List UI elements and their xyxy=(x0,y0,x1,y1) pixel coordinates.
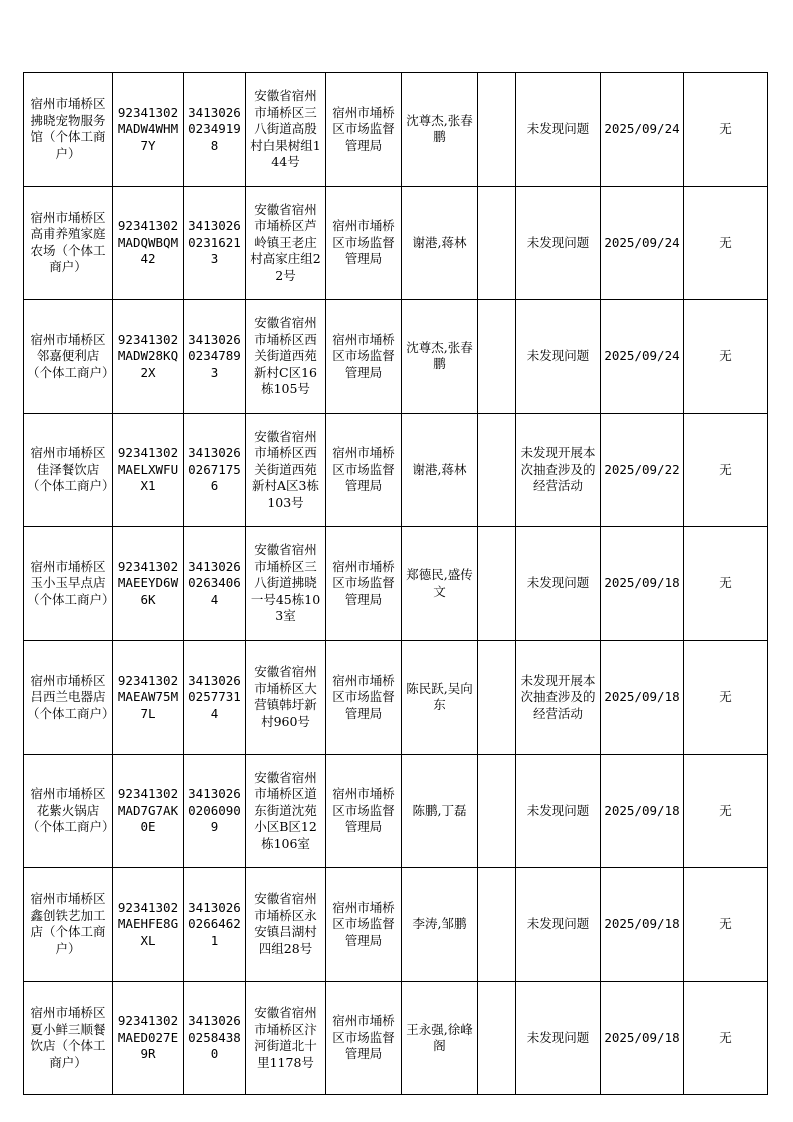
registration-number-cell: 341302602634064 xyxy=(184,527,246,641)
credit-code-cell: 92341302MADQWBQM42 xyxy=(113,186,184,300)
table-row xyxy=(24,73,768,187)
authority-cell: 宿州市埇桥区市场监督管理局 xyxy=(326,413,402,527)
date-cell: 2025/09/18 xyxy=(601,527,684,641)
registration-number-cell: 341302602584380 xyxy=(184,981,246,1095)
address-cell: 安徽省宿州市埇桥区永安镇吕湖村四组28号 xyxy=(246,868,326,982)
other-cell: 无 xyxy=(684,868,768,982)
result-cell: 未发现问题 xyxy=(516,527,601,641)
address-cell: 安徽省宿州市埇桥区芦岭镇王老庄村高家庄组22号 xyxy=(246,186,326,300)
result-cell: 未发现问题 xyxy=(516,754,601,868)
company-name-cell: 宿州市埇桥区鑫创铁艺加工店（个体工商户） xyxy=(24,868,113,982)
table-row xyxy=(24,754,768,868)
date-cell: 2025/09/24 xyxy=(601,300,684,414)
credit-code-cell: 92341302MADW4WHM7Y xyxy=(113,73,184,187)
result-cell: 未发现问题 xyxy=(516,73,601,187)
address-cell: 安徽省宿州市埇桥区汴河街道北十里1178号 xyxy=(246,981,326,1095)
address-cell: 安徽省宿州市埇桥区西关街道西苑新村C区16栋105号 xyxy=(246,300,326,414)
date-cell: 2025/09/22 xyxy=(601,413,684,527)
result-cell: 未发现开展本次抽查涉及的经营活动 xyxy=(516,640,601,754)
registration-number-cell: 341302602664621 xyxy=(184,868,246,982)
credit-code-cell: 92341302MAEEYD6W6K xyxy=(113,527,184,641)
company-name-cell: 宿州市埇桥区高甫养殖家庭农场（个体工商户） xyxy=(24,186,113,300)
registration-number-cell: 341302602060909 xyxy=(184,754,246,868)
authority-cell: 宿州市埇桥区市场监督管理局 xyxy=(326,73,402,187)
empty-cell xyxy=(478,186,516,300)
credit-code-cell: 92341302MAD7G7AK0E xyxy=(113,754,184,868)
credit-code-cell: 92341302MADW28KQ2X xyxy=(113,300,184,414)
table-row xyxy=(24,640,768,754)
credit-code-cell: 92341302MAEHFE8GXL xyxy=(113,868,184,982)
empty-cell xyxy=(478,413,516,527)
other-cell: 无 xyxy=(684,981,768,1095)
authority-cell: 宿州市埇桥区市场监督管理局 xyxy=(326,186,402,300)
date-cell: 2025/09/24 xyxy=(601,73,684,187)
result-cell: 未发现问题 xyxy=(516,300,601,414)
authority-cell: 宿州市埇桥区市场监督管理局 xyxy=(326,754,402,868)
company-name-cell: 宿州市埇桥区邻嘉便利店（个体工商户） xyxy=(24,300,113,414)
table-row xyxy=(24,527,768,641)
other-cell: 无 xyxy=(684,300,768,414)
empty-cell xyxy=(478,300,516,414)
registration-number-cell: 341302602349198 xyxy=(184,73,246,187)
inspectors-cell: 李涛,邹鹏 xyxy=(402,868,478,982)
other-cell: 无 xyxy=(684,413,768,527)
inspection-table xyxy=(23,72,768,1095)
table-row xyxy=(24,413,768,527)
address-cell: 安徽省宿州市埇桥区大营镇韩圩新村960号 xyxy=(246,640,326,754)
table-row xyxy=(24,186,768,300)
address-cell: 安徽省宿州市埇桥区道东街道沈苑小区B区12栋106室 xyxy=(246,754,326,868)
other-cell: 无 xyxy=(684,527,768,641)
result-cell: 未发现问题 xyxy=(516,868,601,982)
inspectors-cell: 沈尊杰,张春鹏 xyxy=(402,300,478,414)
company-name-cell: 宿州市埇桥区夏小鲜三顺餐饮店（个体工商户） xyxy=(24,981,113,1095)
authority-cell: 宿州市埇桥区市场监督管理局 xyxy=(326,640,402,754)
address-cell: 安徽省宿州市埇桥区三八街道高殷村白果树组144号 xyxy=(246,73,326,187)
result-cell: 未发现问题 xyxy=(516,981,601,1095)
inspectors-cell: 陈鹏,丁磊 xyxy=(402,754,478,868)
company-name-cell: 宿州市埇桥区花紫火锅店（个体工商户） xyxy=(24,754,113,868)
inspectors-cell: 沈尊杰,张春鹏 xyxy=(402,73,478,187)
authority-cell: 宿州市埇桥区市场监督管理局 xyxy=(326,300,402,414)
table-row xyxy=(24,981,768,1095)
empty-cell xyxy=(478,73,516,187)
date-cell: 2025/09/24 xyxy=(601,186,684,300)
credit-code-cell: 92341302MAEAW75M7L xyxy=(113,640,184,754)
address-cell: 安徽省宿州市埇桥区三八街道拂晓一号45栋103室 xyxy=(246,527,326,641)
empty-cell xyxy=(478,527,516,641)
registration-number-cell: 341302602316213 xyxy=(184,186,246,300)
authority-cell: 宿州市埇桥区市场监督管理局 xyxy=(326,868,402,982)
inspectors-cell: 谢港,蒋林 xyxy=(402,413,478,527)
inspectors-cell: 陈民跃,吴向东 xyxy=(402,640,478,754)
date-cell: 2025/09/18 xyxy=(601,754,684,868)
registration-number-cell: 341302602347893 xyxy=(184,300,246,414)
date-cell: 2025/09/18 xyxy=(601,640,684,754)
authority-cell: 宿州市埇桥区市场监督管理局 xyxy=(326,527,402,641)
table-row xyxy=(24,868,768,982)
result-cell: 未发现开展本次抽查涉及的经营活动 xyxy=(516,413,601,527)
credit-code-cell: 92341302MAED027E9R xyxy=(113,981,184,1095)
table-body xyxy=(24,73,768,1095)
result-cell: 未发现问题 xyxy=(516,186,601,300)
credit-code-cell: 92341302MAELXWFUX1 xyxy=(113,413,184,527)
date-cell: 2025/09/18 xyxy=(601,868,684,982)
other-cell: 无 xyxy=(684,640,768,754)
other-cell: 无 xyxy=(684,754,768,868)
company-name-cell: 宿州市埇桥区佳泽餐饮店（个体工商户） xyxy=(24,413,113,527)
company-name-cell: 宿州市埇桥区玉小玉早点店（个体工商户） xyxy=(24,527,113,641)
empty-cell xyxy=(478,640,516,754)
empty-cell xyxy=(478,981,516,1095)
date-cell: 2025/09/18 xyxy=(601,981,684,1095)
company-name-cell: 宿州市埇桥区吕西兰电器店（个体工商户） xyxy=(24,640,113,754)
registration-number-cell: 341302602671756 xyxy=(184,413,246,527)
inspectors-cell: 王永强,徐峰阁 xyxy=(402,981,478,1095)
inspectors-cell: 谢港,蒋林 xyxy=(402,186,478,300)
empty-cell xyxy=(478,754,516,868)
other-cell: 无 xyxy=(684,73,768,187)
address-cell: 安徽省宿州市埇桥区西关街道西苑新村A区3栋103号 xyxy=(246,413,326,527)
empty-cell xyxy=(478,868,516,982)
other-cell: 无 xyxy=(684,186,768,300)
inspectors-cell: 郑德民,盛传文 xyxy=(402,527,478,641)
table-row xyxy=(24,300,768,414)
registration-number-cell: 341302602577314 xyxy=(184,640,246,754)
authority-cell: 宿州市埇桥区市场监督管理局 xyxy=(326,981,402,1095)
company-name-cell: 宿州市埇桥区拂晓宠物服务馆（个体工商户） xyxy=(24,73,113,187)
